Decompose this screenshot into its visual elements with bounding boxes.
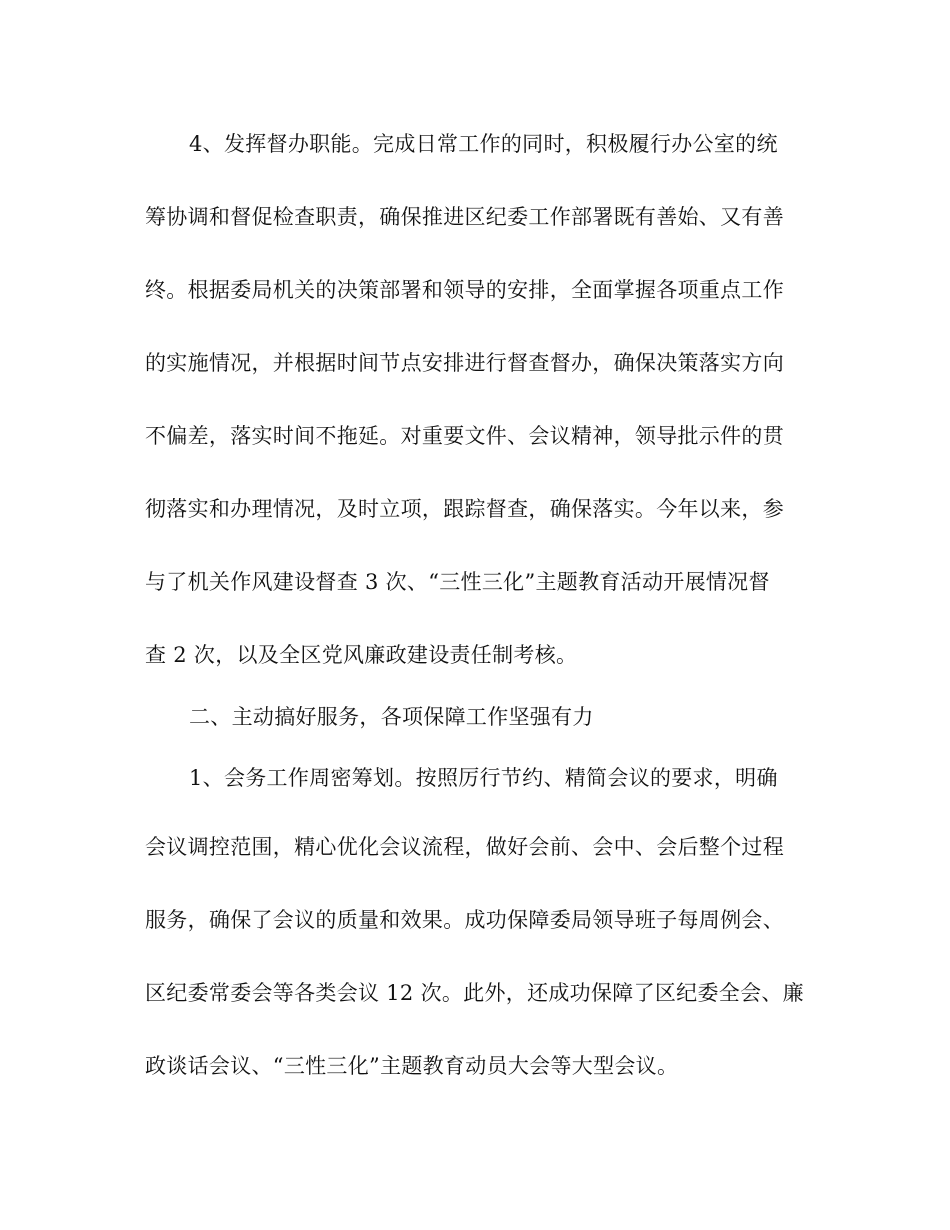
paragraph-line: 查 2 次，以及全区党风廉政建设责任制考核。: [145, 643, 578, 667]
paragraph-line: 政谈话会议、“三性三化”主题教育动员大会等大型会议。: [145, 1054, 679, 1078]
paragraph-line: 彻落实和办理情况，及时立项，跟踪督查，确保落实。今年以来，参: [145, 497, 784, 521]
paragraph-line: 的实施情况，并根据时间节点安排进行督查督办，确保决策落实方向: [145, 351, 784, 375]
paragraph-line: 服务，确保了会议的质量和效果。成功保障委局领导班子每周例会、: [145, 908, 784, 932]
paragraph-line: 会议调控范围，精心优化会议流程，做好会前、会中、会后整个过程: [145, 835, 784, 859]
paragraph-line: 区纪委常委会等各类会议 12 次。此外，还成功保障了区纪委全会、廉: [145, 981, 804, 1005]
paragraph-line: 1、会务工作周密筹划。按照厉行节约、精简会议的要求，明确: [189, 766, 778, 790]
paragraph-line: 4、发挥督办职能。完成日常工作的同时，积极履行办公室的统: [189, 132, 778, 156]
paragraph-line: 与了机关作风建设督查 3 次、“三性三化”主题教育活动开展情况督: [145, 570, 770, 594]
paragraph-line: 不偏差，落实时间不拖延。对重要文件、会议精神，领导批示件的贯: [145, 424, 784, 448]
paragraph-line: 筹协调和督促检查职责，确保推进区纪委工作部署既有善始、又有善: [145, 205, 784, 229]
section-heading: 二、主动搞好服务，各项保障工作坚强有力: [189, 705, 594, 729]
paragraph-line: 终。根据委局机关的决策部署和领导的安排，全面掌握各项重点工作: [145, 278, 784, 302]
